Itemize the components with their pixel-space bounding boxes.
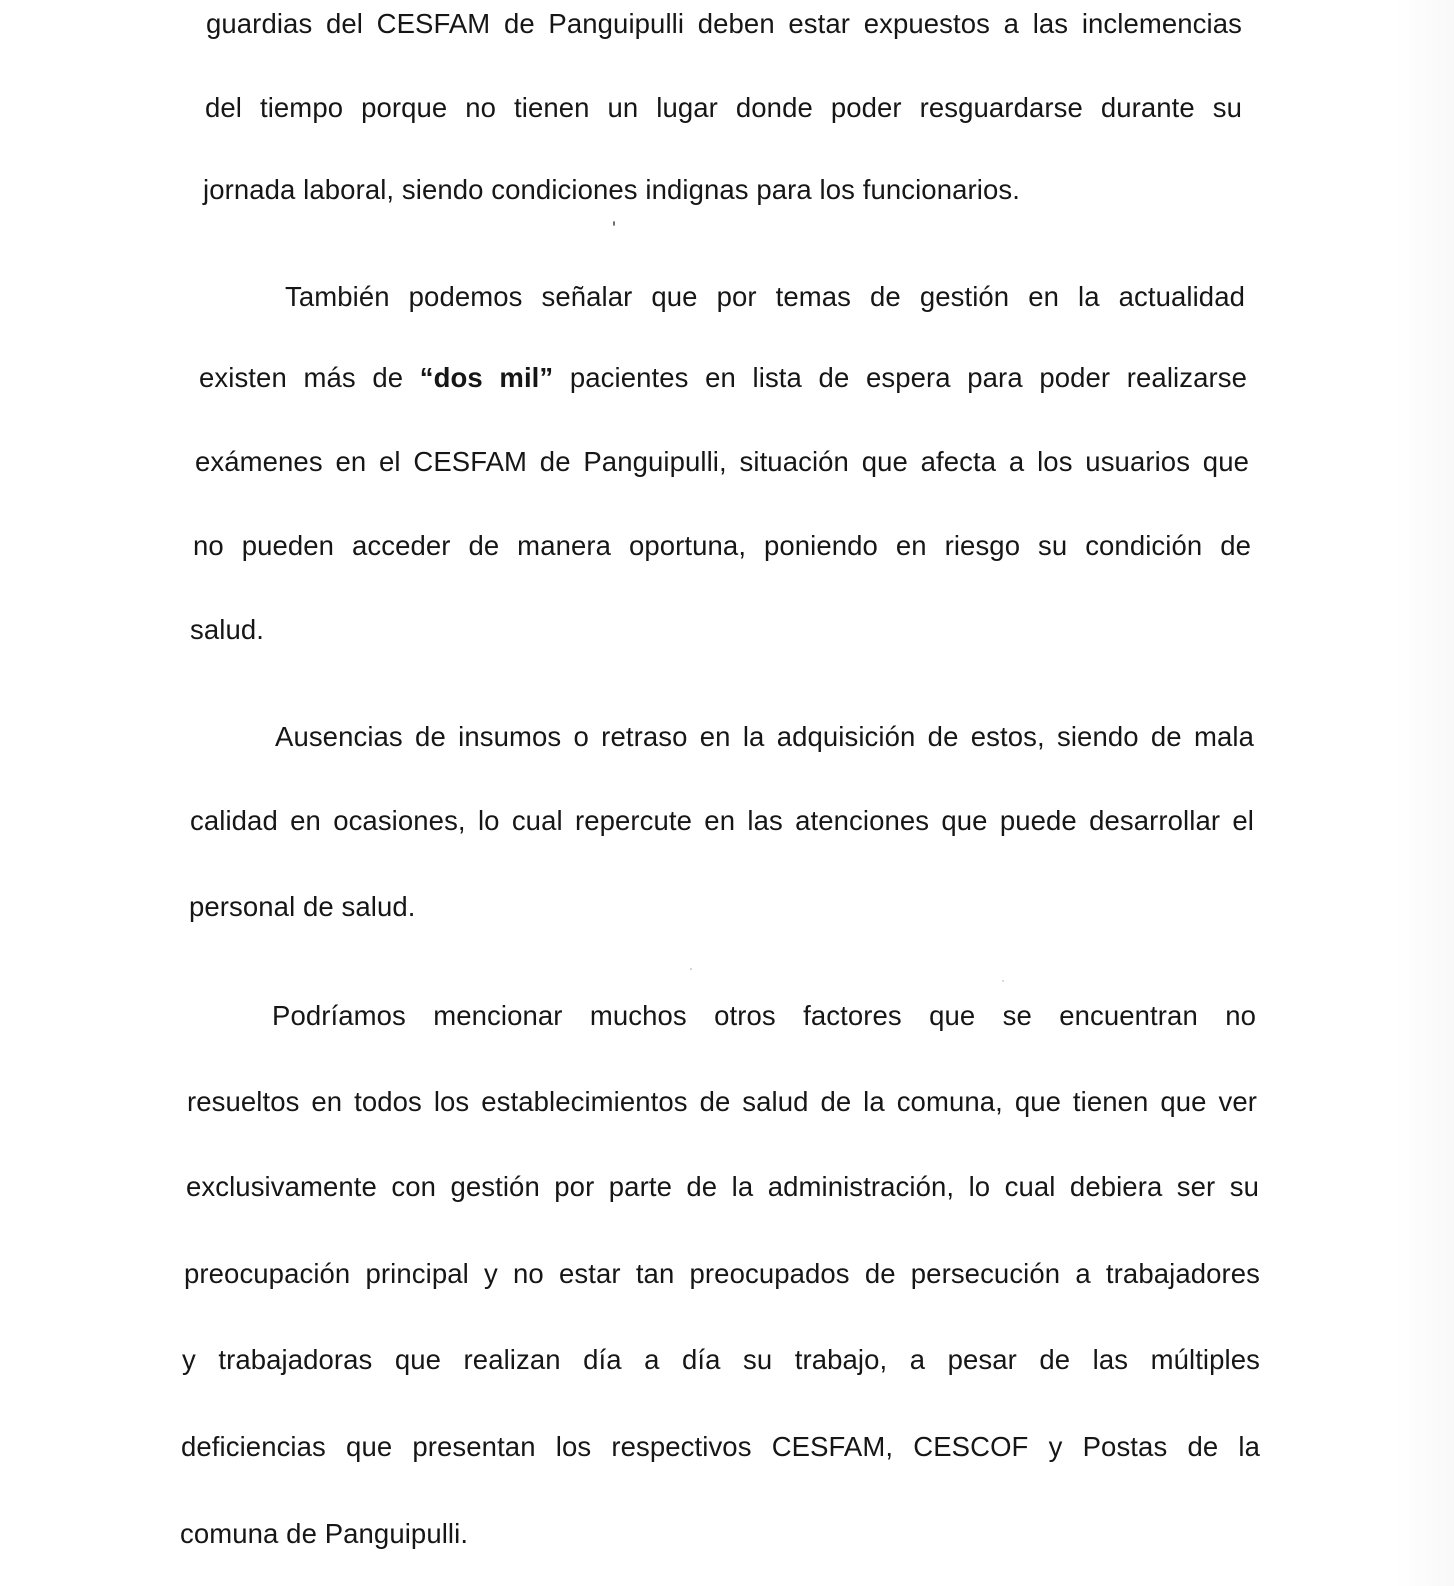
paragraph-3-line-1: Ausencias de insumos o retraso en la adquisición de estos, siendo de mala [275, 721, 1254, 752]
paragraph-2-line-4: no pueden acceder de manera oportuna, poniendo en riesgo su condición de [193, 530, 1251, 561]
paragraph-4-line-4: preocupación principal y no estar tan preocupados de persecución a trabajadores [184, 1258, 1260, 1289]
paragraph-4-line-6: deficiencias que presentan los respectivos CESFAM, CESCOF y Postas de la [181, 1431, 1260, 1462]
paragraph-4-line-3: exclusivamente con gestión por parte de la administración, lo cual debiera ser su [186, 1171, 1259, 1202]
paragraph-2-line-2-after: pacientes en lista de espera para poder realizarse [553, 362, 1247, 393]
paragraph-4-line-2: resueltos en todos los establecimientos de salud de la comuna, que tienen que ver [187, 1086, 1257, 1117]
paragraph-4-line-7: comuna de Panguipulli. [180, 1518, 469, 1549]
scan-speck [690, 968, 692, 970]
paragraph-3-line-3: personal de salud. [189, 891, 416, 922]
paragraph-1-line-2: del tiempo porque no tienen un lugar donde poder resguardarse durante su [205, 92, 1242, 123]
paragraph-1-line-3: jornada laboral, siendo condiciones indignas para los funcionarios. [203, 174, 1020, 205]
scan-speck [1002, 980, 1004, 982]
scan-edge-shadow [1394, 0, 1454, 1586]
paragraph-2-line-2 [199, 362, 1247, 394]
dos-mil-emphasis: “dos mil” [419, 362, 554, 393]
paragraph-1-line-1: guardias del CESFAM de Panguipulli deben estar expuestos a las inclemencias [206, 8, 1242, 39]
scan-speck [613, 221, 615, 226]
paragraph-3-line-2: calidad en ocasiones, lo cual repercute en las atenciones que puede desarrollar el [190, 805, 1254, 836]
paragraph-2-line-2-before: existen más de [199, 362, 420, 393]
paragraph-4-line-5: y trabajadoras que realizan día a día su trabajo, a pesar de las múltiples [182, 1344, 1260, 1375]
paragraph-4-line-1: Podríamos mencionar muchos otros factores que se encuentran no [272, 1000, 1256, 1031]
paragraph-2-line-5: salud. [190, 614, 264, 645]
paragraph-2-line-1: También podemos señalar que por temas de gestión en la actualidad [285, 281, 1245, 312]
paragraph-2-line-3: exámenes en el CESFAM de Panguipulli, situación que afecta a los usuarios que [195, 446, 1249, 477]
